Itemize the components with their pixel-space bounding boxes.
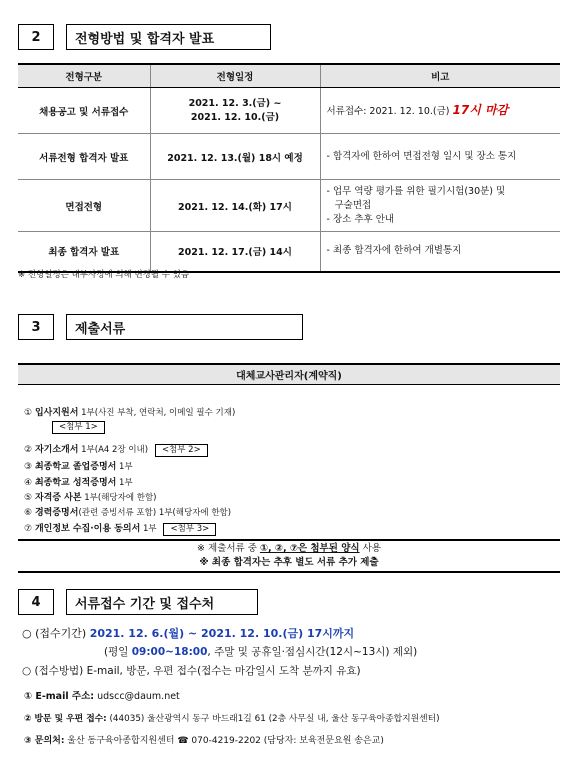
table-row: [18, 180, 560, 232]
receipt-method: ○ (접수방법) E-mail, 방문, 우편 접수(접수는 마감일시 도착 분까지 유효): [22, 665, 361, 677]
email-label: ① E-mail 주소:: [24, 691, 95, 702]
section-2-number: 2: [18, 24, 54, 50]
hours-suffix: , 주말 및 공휴일·점심시간(12시~13시) 제외): [207, 646, 418, 658]
item-detail: 1부(해당자에 한함): [81, 493, 157, 503]
item-name: 자격증 사본: [34, 493, 82, 503]
document-item-5: [24, 490, 156, 503]
contact-email: [24, 688, 180, 702]
row-date: 2021. 12. 14.(화) 17시: [150, 180, 320, 232]
item-number: ⑤: [24, 493, 33, 503]
row-note: - 최종 합격자에 한하여 개별통지: [320, 232, 560, 272]
schedule-table: [18, 63, 560, 273]
item-number: ②: [24, 445, 33, 455]
document-item-1: [24, 405, 235, 418]
hours-prefix: (평일: [104, 646, 132, 658]
attachment-1-label: [48, 421, 105, 434]
row-type: 면접전형: [18, 180, 150, 232]
header-note: 비고: [320, 64, 560, 88]
receipt-hours: [104, 644, 417, 659]
item-detail: (관련 증빙서류 포함) 1부(해당자에 한함): [78, 508, 232, 518]
email-value: udscc@daum.net: [94, 691, 180, 702]
row-date: [150, 88, 320, 134]
note1-suffix: 사용: [359, 543, 381, 554]
row-date: 2021. 12. 17.(금) 14시: [150, 232, 320, 272]
item-number: ⑦: [24, 524, 33, 534]
attachment-1-text: <첨부 1>: [52, 421, 105, 434]
item-detail: 1부: [140, 524, 157, 534]
table-row: [18, 232, 560, 272]
section-3-header: [18, 314, 318, 340]
date-line-1: 2021. 12. 3.(금) ~: [188, 97, 282, 109]
document-item-7: [24, 521, 216, 536]
contact-inquiry: [24, 733, 384, 746]
attachment-2-label: <첨부 2>: [155, 444, 208, 457]
note1-underlined: ①, ②, ⑦은 첨부된 양식: [259, 543, 360, 554]
note-line-attached: [18, 542, 560, 556]
row-date: 2021. 12. 13.(월) 18시 예정: [150, 134, 320, 180]
hours-value: 09:00~18:00: [131, 646, 208, 658]
period-label: ○ (접수기간): [22, 627, 90, 640]
item-number: ④: [24, 478, 33, 488]
item-name: 최종학교 졸업증명서: [34, 462, 117, 472]
row-note: [320, 88, 560, 134]
note-line-1: - 업무 역량 평가를 위한 필기시험(30분) 및: [326, 185, 506, 197]
inquiry-value: 울산 동구육아종합지원센터 ☎ 070-4219-2202 (담당자: 보육전문요원 송은교): [64, 736, 384, 746]
header-date: 전형일정: [150, 64, 320, 88]
contact-visit: [24, 711, 440, 724]
visit-value: (44035) 울산광역시 동구 바드래1길 61 (2층 사무실 내, 울산 동구육아종합지원센터): [106, 714, 440, 724]
item-name: 최종학교 성적증명서: [34, 478, 117, 488]
item-name: 자기소개서: [34, 445, 79, 455]
item-detail: 1부: [116, 462, 133, 472]
item-name: 입사지원서: [34, 408, 79, 418]
table-row: [18, 88, 560, 134]
row-note: [320, 180, 560, 232]
attachment-3-label: <첨부 3>: [163, 523, 216, 536]
period-value: 2021. 12. 6.(월) ~ 2021. 12. 10.(금) 17시까지: [89, 627, 355, 640]
section-4-header: [18, 589, 318, 615]
header-type: 전형구분: [18, 64, 150, 88]
table-header-row: [18, 64, 560, 88]
note1-prefix: ※ 제출서류 중: [197, 543, 260, 554]
document-item-4: [24, 475, 133, 488]
item-number: ①: [24, 408, 33, 418]
item-detail: 1부(A4 2장 이내): [78, 445, 149, 455]
section-4-number: 4: [18, 589, 54, 615]
documents-notes: [18, 539, 560, 573]
section-3-title: 제출서류: [66, 314, 303, 340]
date-line-2: 2021. 12. 10.(금): [190, 111, 280, 123]
section-4-title: 서류접수 기간 및 접수처: [66, 589, 258, 615]
section-3-number: 3: [18, 314, 54, 340]
item-number: ⑥: [24, 508, 33, 518]
receipt-period: [22, 625, 354, 641]
section-2-title: 전형방법 및 합격자 발표: [66, 24, 271, 50]
section-2-header: [18, 24, 318, 50]
row-note: - 합격자에 한하여 면접전형 일시 및 장소 통지: [320, 134, 560, 180]
document-item-3: [24, 459, 133, 472]
document-item-6: [24, 505, 231, 518]
item-detail: 1부: [116, 478, 133, 488]
note-prefix: 서류접수: 2021. 12. 10.(금): [326, 105, 453, 117]
item-name: 경력증명서: [34, 508, 79, 518]
document-item-2: [24, 442, 208, 457]
note-line-final: ※ 최종 합격자는 추후 별도 서류 추가 제출: [199, 557, 379, 568]
documents-box-title: 대체교사관리자(계약직): [18, 363, 560, 385]
note-line-2: 구술면접: [334, 199, 372, 211]
item-detail: 1부(사진 부착, 연락처, 이메일 필수 기재): [78, 408, 236, 418]
row-type: 최종 합격자 발표: [18, 232, 150, 272]
note-line-3: - 장소 추후 안내: [326, 213, 395, 225]
deadline-highlight: 17시 마감: [452, 102, 509, 117]
table-row: [18, 134, 560, 180]
schedule-footnote: ※ 전형일정은 내부사정에 의해 변경될 수 있음: [18, 270, 190, 280]
visit-label: ② 방문 및 우편 접수:: [24, 714, 107, 724]
item-name: 개인정보 수집·이용 동의서: [34, 524, 141, 534]
row-type: 채용공고 및 서류접수: [18, 88, 150, 134]
inquiry-label: ③ 문의처:: [24, 736, 65, 746]
row-type: 서류전형 합격자 발표: [18, 134, 150, 180]
item-number: ③: [24, 462, 33, 472]
